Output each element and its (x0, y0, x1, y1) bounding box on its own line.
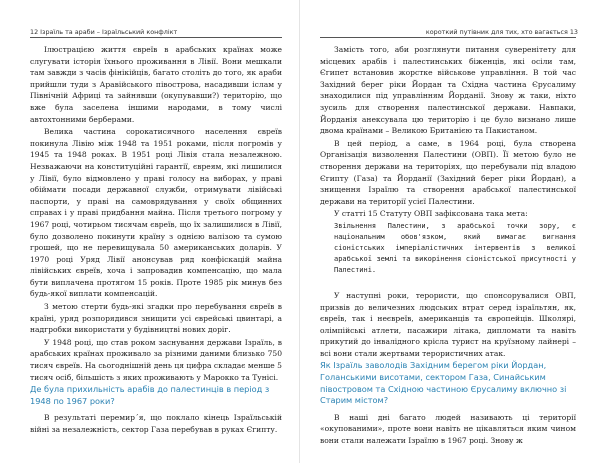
right-paragraph-4: У наступні роки, терористи, що спонсорувалися ОВП, призвів до величезних людських втрат серед ізраїльтян, як, євреїв, так і неєвреїв, американців та європейців. Школярі, олімпійські атлети, пасажири літака, дипломати та навіть прикутий до інвалідного крісла турист на круїзному лайнері – всі вони стали жертвами терористичних атак. (320, 290, 576, 358)
left-paragraph-1: Ілюстрацією життя євреїв в арабських країнах може слугувати історія їхнього проживання в Лівії. Вони мешкали там завжди з часів фінікійців, багато століть до того, як араби прийшли туди з Аравійського півострова, насадивши іслам у Північній Африці та зайнявши (окупувавши?) територію, що вже була заселена іншими народами, в тому числі автохтонними берберами. (30, 45, 282, 124)
left-column (30, 44, 282, 436)
left-header-rule (30, 37, 282, 38)
right-page-header: короткий путівник для тих, хто вагається 13 (425, 28, 578, 36)
right-paragraph-2: В цей період, а саме, в 1964 році, була створена Організація визволення Палестини (ОВП). Її метою було не створення держави на територіях, що перебували під владою Єгипту (Газа) та Йорданії (Західний берег ріки Йордан), а знищення Ізраїлю та створення арабської палестинської держави на території усієї Палестини. (320, 138, 576, 206)
left-paragraph-4: У 1948 році, що став роком заснування держави Ізраїль, в арабських країнах проживало за різними даними близько 750 тисяч євреїв. На сьогоднішній день ця цифра складає менше 5 тисяч осіб, більшість з яких проживають у Марокко та Тунісі. (30, 337, 282, 382)
left-paragraph-3: З метою стерти будь-які згадки про перебування євреїв в країні, уряд розпорядився знищити усі єврейські цвинтарі, а надгробки використати у будівництві нових доріг. (30, 302, 282, 335)
right-header-rule (320, 37, 576, 38)
right-paragraph-1: Замість того, аби розглянути питання суверенітету для місцевих арабів і палестинських біженців, які осіли там, Єгипет встановив жорстке військове управління. В той час Західний берег ріки Йордан та Східна частина Єрусалиму знаходилися під управлінням Йорданії. Знову ж таки, ніхто зусиль для створення палестинської держави. Навпаки, Йорданія анексувала цю територію і це було визнано лише двома країнами – Великою Британією та Пакистаном. (320, 45, 576, 136)
right-page (300, 0, 600, 463)
right-column (320, 44, 576, 447)
right-closing-paragraph: В наші дні багато людей називають ці території «окупованими», проте вони навіть не цікавляться яким чином вони стали належати Ізраїлю в 1967 році. Знову ж (320, 412, 576, 446)
left-subheading: Де була прихильність арабів до палестинців в період з 1948 по 1967 роки? (30, 384, 270, 406)
left-closing-paragraph: В результаті перемир´я, що поклало кінець Ізраїльській війні за незалежність, сектор Газа перебував в руках Єгипту. (30, 413, 282, 434)
left-page-header: 12 Ізраїль та араби – Ізраїльський конфлікт (30, 28, 178, 36)
right-subheading: Як Ізраїль заволодів Західним берегом ріки Йордан, Голанськими висотами, сектором Газа, Синайським півостровом та Східною частиною Єрусалиму включно зі Старим містом? (320, 360, 567, 406)
plo-charter-quote: Звільнення Палестини, з арабської точки зору, є національним обов'язком, який вимагає вигнання сіоністських імперіалістичних інтервентів з великої арабської землі та викорінення сіоністської присутності у Палестині. (334, 221, 576, 274)
left-paragraph-2: Велика частина сорокатисячного населення євреїв покинула Лівію між 1948 та 1951 роками, після погромів у 1945 та 1948 роках. В 1951 році Лівія стала незалежною. Незважаючи на конституційні гарантії, євреям, які лишилися у Лівії, було відмовлено у праві голосу на виборах, у праві обіймати посади державної служби, отримувати лівійські паспорти, у праві на самоврядування у своїх общинних справах і у праві придбання майна. Після третього погрому у 1967 році, чотирьом тисячам євреїв, що їх залишилися в Лівії, було дозволено покинути країну з однією валізою та сумою грошей, що не перевищувала 50 американських доларів. У 1970 році Уряд Лівії анонсував ряд конфіскацій майна лівійських євреїв, хоча і запровадив компенсацію, що мала бути виплачена протягом 15 років. Проте 1985 рік минув без будь-якої виплати компенсацій. (30, 127, 282, 299)
right-paragraph-3: У статті 15 Статуту ОВП зафіксована така мета: (334, 209, 528, 219)
